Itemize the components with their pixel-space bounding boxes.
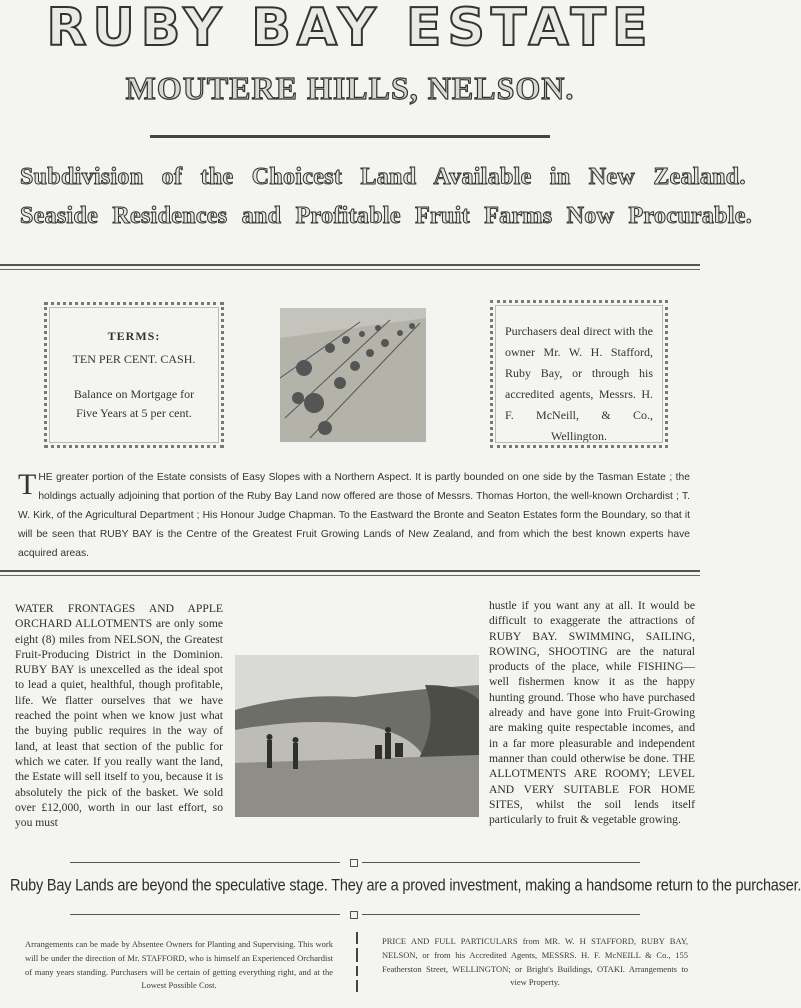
- left-column: WATER FRONTAGES AND APPLE ORCHARD ALLOTMENTS are only some eight (8) miles from NELSON, the Greatest Fruit-Producing District in the Dominion. RUBY BAY is unexcelled as the ideal spot to lead a quiet, healthful, though profitable, life. We flatter ourselves that we have reached the point when we know just what the buying public requires in the way of land, at least that section of the public for which we cater. If you really want the land, the Estate will sell itself to you, because it is absolutely the pick of the basket. We sold over £12,000, worth in our last effort, so you must: [15, 602, 223, 830]
- terms-balance: Balance on Mortgage for: [73, 387, 195, 401]
- investment-slogan: Ruby Bay Lands are beyond the speculative stage. They are a proved investment, making a handsome return to the purchaser.: [10, 877, 801, 895]
- drop-cap: T: [18, 468, 37, 501]
- location-subtitle: MOUTERE HILLS, NELSON.: [125, 70, 575, 106]
- estate-description-text: HE greater portion of the Estate consists of Easy Slopes with a Northern Aspect. It is partly bounded on one side by the Tasman Estate ; the holdings actually adjoining that portion of the Ruby Bay Land now offered are those of Messrs. Thomas Horton, the well-known Orchardist ; T. W. Kirk, of the Agricultural Department ; His Honour Judge Chapman. To the Eastward the Bronte and Seaton Estates form the Boundary, so that it will be seen that RUBY BAY is the Centre of the Greatest Fruit Growing Lands of New Zealand, and from which the best known experts have acquired areas.: [18, 472, 690, 559]
- right-column: hustle if you want any at all. It would be difficult to exaggerate the attractions of RUBY BAY. SWIMMING, SAILING, ROWING, SHOOTING are the natural products of the place, while FISHING—well fishermen know it as the happy hunting ground. Those who have purchased already and have gone into Fruit-Growing are making quite respectable incomes, and in a far more pleasurable and independent manner than could otherwise be done. THE ALLOTMENTS ARE ROOMY; LEVEL AND VERY SUITABLE FOR HOME SITES, whilst the soil lends itself particularly to fruit & vegetable growing.: [489, 599, 695, 827]
- headline-residences: Seaside Residences and Profitable Fruit Farms Now Procurable.: [20, 203, 753, 229]
- orchard-photo: [280, 308, 426, 442]
- ornamental-rule-lower: [70, 910, 640, 920]
- terms-years: Five Years at 5 per cent.: [76, 406, 192, 420]
- beach-photo: [235, 655, 479, 817]
- footer-particulars: PRICE AND FULL PARTICULARS from MR. W. H STAFFORD, RUBY BAY, NELSON, or from his Accredited Agents, MESSRS. H. F. McNEILL & Co., 155 Featherston Street, WELLINGTON; or Bright's Buildings, OTAKI. Arrangements to view Property.: [382, 936, 688, 988]
- section-divider-middle: [0, 570, 700, 572]
- footer-arrangements: Arrangements can be made by Absentee Owners for Planting and Supervising. This work will be under the direction of Mr. STAFFORD, who is himself an Experienced Orchardist of many years standing. Purchasers will be certain of getting everything right, and at the Lowest Possible Cost.: [25, 939, 333, 991]
- footer-divider: [355, 932, 359, 992]
- section-divider-top: [0, 264, 700, 266]
- terms-cash: TEN PER CENT. CASH.: [72, 352, 196, 366]
- agents-box: [490, 300, 668, 448]
- estate-description: [18, 468, 690, 563]
- title-rule: [150, 135, 550, 138]
- headline-subdivision: Subdivision of the Choicest Land Available in New Zealand.: [20, 164, 746, 190]
- beach-scene-illustration: [235, 655, 479, 817]
- agents-text: Purchasers deal direct with the owner Mr. W. H. Stafford, Ruby Bay, or through his accredited agents, Messrs. H. F. McNeill, & Co., Wellington.: [505, 324, 653, 443]
- terms-box: [44, 302, 224, 448]
- estate-title: RUBY BAY ESTATE: [46, 0, 654, 58]
- section-divider-top-inner: [0, 269, 700, 270]
- ornamental-rule-upper: [70, 858, 640, 868]
- orchard-rows-illustration: [280, 308, 426, 442]
- terms-label: TERMS:: [107, 329, 161, 343]
- section-divider-middle-inner: [0, 575, 700, 576]
